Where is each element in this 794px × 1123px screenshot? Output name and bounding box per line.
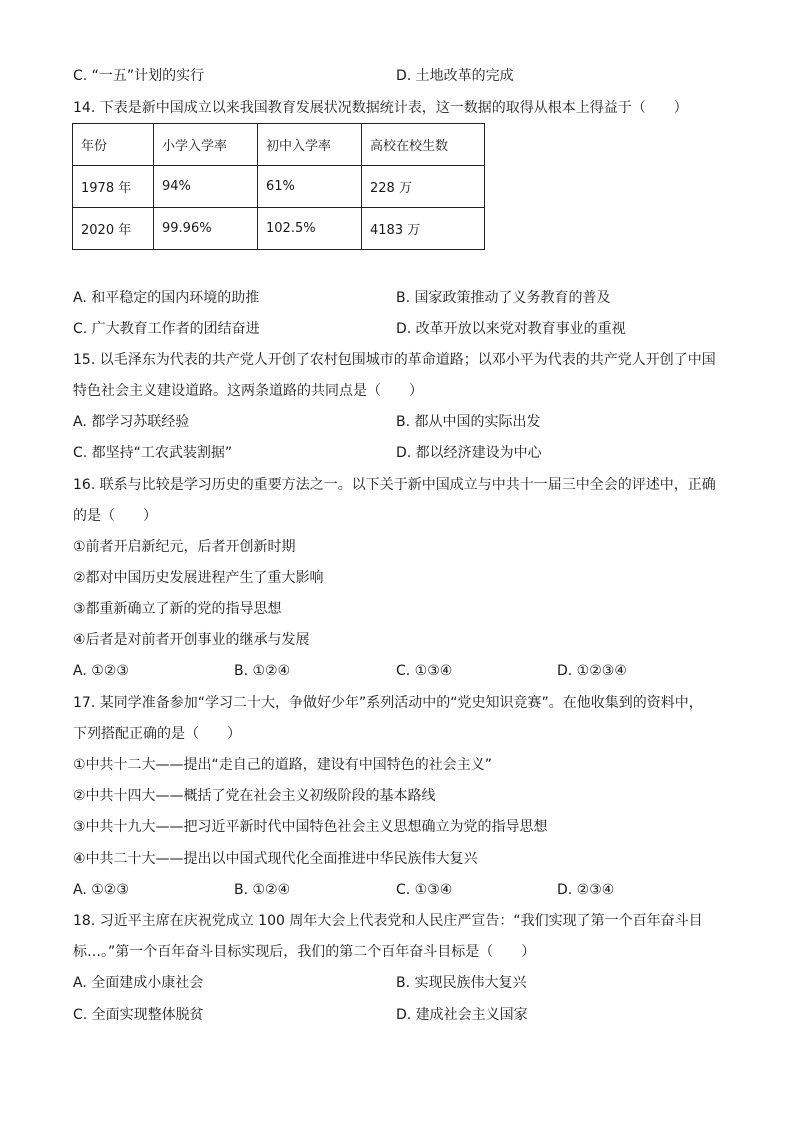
q14-option-d: D. 改革开放以来党对教育事业的重视 bbox=[396, 321, 626, 337]
q13-option-c: C. “一五”计划的实行 bbox=[73, 68, 205, 84]
q18-option-c: C. 全面实现整体脱贫 bbox=[73, 1007, 204, 1023]
table-cell: 99.96% bbox=[154, 208, 258, 250]
q17-statement-1: ①中共十二大——提出“走自己的道路，建设有中国特色的社会主义” bbox=[73, 757, 493, 773]
q15-option-d: D. 都以经济建设为中心 bbox=[396, 445, 542, 461]
q17-option-a: A. ①②③ bbox=[73, 882, 129, 898]
table-header-cell: 高校在校生数 bbox=[362, 124, 485, 166]
q18-option-b: B. 实现民族伟大复兴 bbox=[396, 975, 527, 991]
table-cell: 4183 万 bbox=[362, 208, 485, 250]
q17-option-c: C. ①③④ bbox=[396, 882, 453, 898]
q14-option-b: B. 国家政策推动了义务教育的普及 bbox=[396, 290, 611, 306]
q16-stem-line2: 的是（ ） bbox=[73, 508, 157, 524]
education-stats-table bbox=[72, 123, 485, 250]
table-cell: 61% bbox=[258, 166, 362, 208]
table-row bbox=[73, 208, 485, 250]
table-cell: 2020 年 bbox=[73, 208, 154, 250]
q17-statement-2: ②中共十四大——概括了党在社会主义初级阶段的基本路线 bbox=[73, 788, 436, 804]
q17-statement-3: ③中共十九大——把习近平新时代中国特色社会主义思想确立为党的指导思想 bbox=[73, 819, 548, 835]
q17-option-b: B. ①②④ bbox=[234, 882, 291, 898]
q17-statement-4: ④中共二十大——提出以中国式现代化全面推进中华民族伟大复兴 bbox=[73, 851, 478, 867]
q15-option-a: A. 都学习苏联经验 bbox=[73, 414, 190, 430]
q15-option-c: C. 都坚持“工农武装割据” bbox=[73, 445, 233, 461]
q15-option-b: B. 都从中国的实际出发 bbox=[396, 414, 541, 430]
q14-option-a: A. 和平稳定的国内环境的助推 bbox=[73, 290, 260, 306]
table-cell: 102.5% bbox=[258, 208, 362, 250]
table-cell: 228 万 bbox=[362, 166, 485, 208]
q18-stem-line2: 标…。”第一个百年奋斗目标实现后，我们的第二个百年奋斗目标是（ ） bbox=[73, 944, 536, 960]
q16-statement-1: ①前者开启新纪元，后者开创新时期 bbox=[73, 539, 296, 555]
q16-statement-2: ②都对中国历史发展进程产生了重大影响 bbox=[73, 570, 324, 586]
table-cell: 94% bbox=[154, 166, 258, 208]
q16-stem-line1: 16. 联系与比较是学习历史的重要方法之一。以下关于新中国成立与中共十一届三中全会的评述中，正确 bbox=[73, 477, 716, 493]
table-row bbox=[73, 166, 485, 208]
q17-stem-line2: 下列搭配正确的是（ ） bbox=[73, 726, 241, 742]
q17-stem-line1: 17. 某同学准备参加“学习二十大，争做好少年”系列活动中的“党史知识竞赛”。在他收集到的资料中， bbox=[73, 695, 703, 711]
q14-stem: 14. 下表是新中国成立以来我国教育发展状况数据统计表，这一数据的取得从根本上得益于（ ） bbox=[73, 100, 688, 116]
q13-option-d: D. 土地改革的完成 bbox=[396, 68, 514, 84]
q15-stem-line2: 特色社会主义建设道路。这两条道路的共同点是（ ） bbox=[73, 383, 423, 399]
table-header-row bbox=[73, 124, 485, 166]
table-header-cell: 小学入学率 bbox=[154, 124, 258, 166]
table-header-cell: 年份 bbox=[73, 124, 154, 166]
q16-option-c: C. ①③④ bbox=[396, 663, 453, 679]
q16-option-d: D. ①②③④ bbox=[557, 663, 627, 679]
table-header-cell: 初中入学率 bbox=[258, 124, 362, 166]
q17-option-d: D. ②③④ bbox=[557, 882, 615, 898]
q15-stem-line1: 15. 以毛泽东为代表的共产党人开创了农村包围城市的革命道路；以邓小平为代表的共产党人开创了中国 bbox=[73, 352, 716, 368]
q18-stem-line1: 18. 习近平主席在庆祝党成立 100 周年大会上代表党和人民庄严宣告：“我们实现了第一个百年奋斗目 bbox=[73, 913, 703, 929]
q18-option-a: A. 全面建成小康社会 bbox=[73, 975, 204, 991]
q14-option-c: C. 广大教育工作者的团结奋进 bbox=[73, 321, 260, 337]
q16-statement-4: ④后者是对前者开创事业的继承与发展 bbox=[73, 632, 310, 648]
q18-option-d: D. 建成社会主义国家 bbox=[396, 1007, 528, 1023]
q16-statement-3: ③都重新确立了新的党的指导思想 bbox=[73, 601, 282, 617]
q16-option-b: B. ①②④ bbox=[234, 663, 291, 679]
table-cell: 1978 年 bbox=[73, 166, 154, 208]
q16-option-a: A. ①②③ bbox=[73, 663, 129, 679]
